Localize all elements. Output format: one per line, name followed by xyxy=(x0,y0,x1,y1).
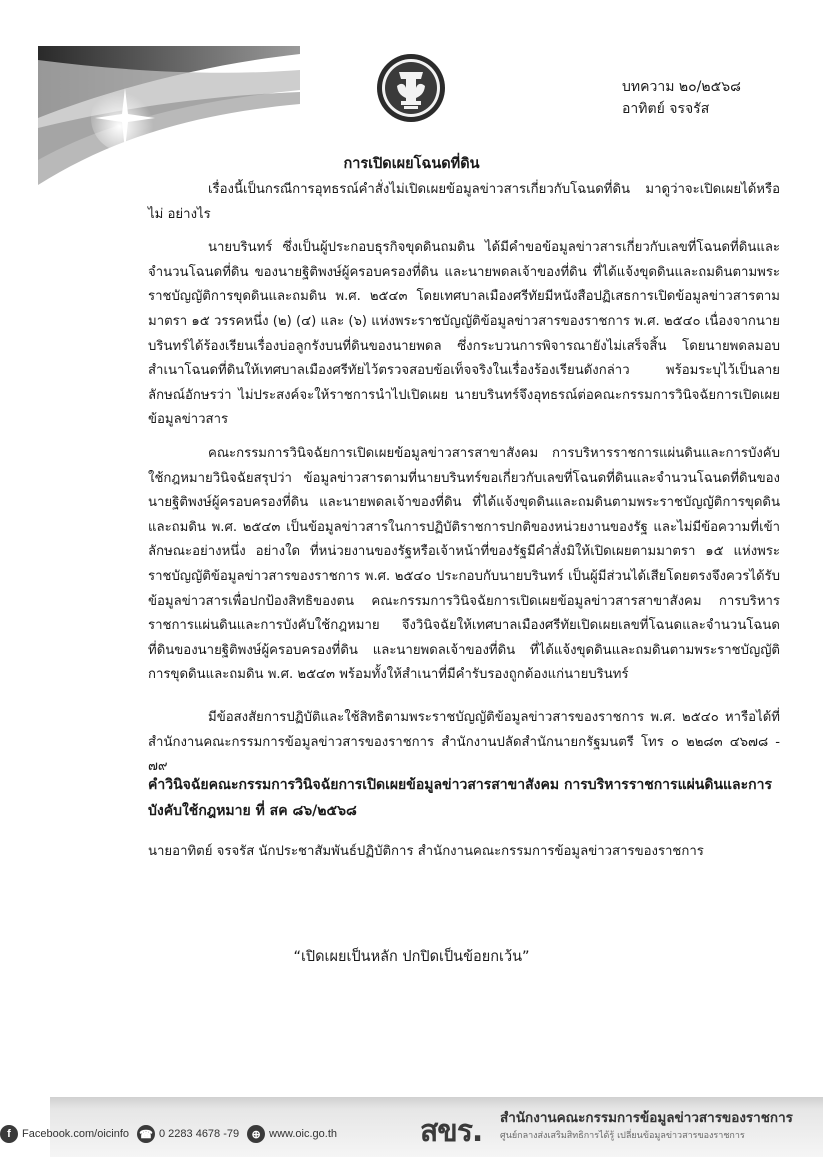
facebook-icon: f xyxy=(0,1125,18,1143)
contact-paragraph: มีข้อสงสัยการปฏิบัติและใช้สิทธิตามพระราชบัญญัติข้อมูลข่าวสารของราชการ พ.ศ. ๒๕๔๐ หารือได้ที่ สำนักงานคณะกรรมการข้อมูลข่าวสารของราชการ สำนักงานปลัดสำนักนายกรัฐมนตรี โทร ๐ ๒๒๘๓ ๔๖๗๘ - ๗๙ xyxy=(148,710,780,775)
facebook-text: Facebook.com/oicinfo xyxy=(22,1128,129,1140)
article-body xyxy=(148,178,780,688)
ruling-reference: คำวินิจฉัยคณะกรรมการวินิจฉัยการเปิดเผยข้อมูลข่าวสารสาขาสังคม การบริหารราชการแผ่นดินและการบังคับใช้กฎหมาย ที่ สค ๘๖/๒๕๖๘ xyxy=(148,777,773,819)
motto: “เปิดเผยเป็นหลัก ปกปิดเป็นข้อยกเว้น” xyxy=(293,949,530,965)
globe-icon: ⊕ xyxy=(247,1125,265,1143)
facebook-link[interactable] xyxy=(0,1125,129,1143)
website-link[interactable] xyxy=(247,1125,337,1143)
paragraph-ruling: คณะกรรมการวินิจฉัยการเปิดเผยข้อมูลข่าวสารสาขาสังคม การบริหารราชการแผ่นดินและการบังคับใช้กฎหมายวินิจฉัยสรุปว่า ข้อมูลข่าวสารตามที่นายบรินทร์ขอเกี่ยวกับเลขที่โฉนดที่ดินและจำนวนโฉนดที่ดินของนายฐิติพงษ์ผู้ครอบครองที่ดิน และนายพดลเจ้าของที่ดิน ที่ได้แจ้งขุดดินและถมดินตามพระราชบัญญัติการขุดดินและถมดิน พ.ศ. ๒๕๔๓ เป็นข้อมูลข่าวสารในการปฏิบัติราชการปกติของหน่วยงานของรัฐ และไม่มีข้อความที่เข้าลักษณะอย่างหนึ่ง อย่างใด ที่หน่วยงานของรัฐหรือเจ้าหน้าที่ของรัฐมีคำสั่งมิให้เปิดเผยตามมาตรา ๑๕ แห่งพระราชบัญญัติข้อมูลข่าวสารของราชการ พ.ศ. ๒๕๔๐ ประกอบกับนายบรินทร์ เป็นผู้มีส่วนได้เสียโดยตรงจึงควรได้รับข้อมูลข่าวสารเพื่อปกป้องสิทธิของตน คณะกรรมการวินิจฉัยการเปิดเผยข้อมูลข่าวสารสาขาสังคม การบริหารราชการแผ่นดินและการบังคับใช้กฎหมาย จึงวินิจฉัยให้เทศบาลเมืองศรีทัยเปิดเผยเลขที่โฉนดและจำนวนโฉนดที่ดินของนายฐิติพงษ์ผู้ครอบครองที่ดิน และนายพดลเจ้าของที่ดิน ที่ได้แจ้งขุดดินและถมดินตามพระราชบัญญัติการขุดดินและถมดิน พ.ศ. ๒๕๔๓ พร้อมทั้งให้สำเนาที่มีคำรับรองถูกต้องแก่นายบรินทร์ xyxy=(148,445,780,683)
phone-icon: ☎ xyxy=(137,1125,155,1143)
org-subtitle: ศูนย์กลางส่งเสริมสิทธิการได้รู้ เปลี่ยนข้อมูลข่าวสารของราชการ xyxy=(500,1131,745,1141)
article-author: อาทิตย์ จรจรัส xyxy=(622,101,710,117)
website-text: www.oic.go.th xyxy=(269,1128,338,1140)
phone-link[interactable] xyxy=(137,1125,239,1143)
article-meta xyxy=(600,76,780,120)
article-title: การเปิดเผยโฉนดที่ดิน xyxy=(343,156,480,172)
government-seal-icon xyxy=(375,52,447,124)
paragraph-facts: นายบรินทร์ ซึ่งเป็นผู้ประกอบธุรกิจขุดดินถมดิน ได้มีคำขอข้อมูลข่าวสารเกี่ยวกับเลขที่โฉนดที่ดินและจำนวนโฉนดที่ดิน ของนายฐิติพงษ์ผู้ครอบครองที่ดิน และนายพดลเจ้าของที่ดิน ที่ได้แจ้งขุดดินและถมดินตามพระราชบัญญัติการขุดดินและถมดิน พ.ศ. ๒๕๔๓ โดยเทศบาลเมืองศรีทัยมีหนังสือปฏิเสธการเปิดข้อมูลข่าวสารตามมาตรา ๑๕ วรรคหนึ่ง (๒) (๔) และ (๖) แห่งพระราชบัญญัติข้อมูลข่าวสารของราชการ พ.ศ. ๒๕๔๐ เนื่องจากนายบรินทร์ได้ร้องเรียนเรื่องบ่อลูกรังบนที่ดินของนายพดล ซึ่งกระบวนการพิจารณายังไม่เสร็จสิ้น โดยนายพดลมอบสำเนาโฉนดที่ดินให้เทศบาลเมืองศรีทัยไว้ตรวจสอบข้อเท็จจริงในเรื่องร้องเรียนดังกล่าว พร้อมระบุไว้เป็นลายลักษณ์อักษรว่า ไม่ประสงค์จะให้ราชการนำไปเปิดเผย นายบรินทร์จึงอุทธรณ์ต่อคณะกรรมการวินิจฉัยการเปิดเผยข้อมูลข่าวสาร xyxy=(148,240,780,428)
paragraph-intro: เรื่องนี้เป็นกรณีการอุทธรณ์คำสั่งไม่เปิดเผยข้อมูลข่าวสารเกี่ยวกับโฉนดที่ดิน มาดูว่าจะเปิดเผยได้หรือไม่ อย่างไร xyxy=(148,182,780,222)
footer-contacts xyxy=(0,1122,345,1146)
author-credit: นายอาทิตย์ จรจรัส นักประชาสัมพันธ์ปฏิบัติการ สำนักงานคณะกรรมการข้อมูลข่าวสารของราชการ xyxy=(148,844,704,859)
phone-text: 0 2283 4678 -79 xyxy=(159,1128,240,1140)
article-number: บทความ ๒๐/๒๕๖๘ xyxy=(622,79,741,95)
org-name: สำนักงานคณะกรรมการข้อมูลข่าวสารของราชการ xyxy=(500,1110,793,1126)
oic-logo: สขร. xyxy=(420,1114,483,1149)
